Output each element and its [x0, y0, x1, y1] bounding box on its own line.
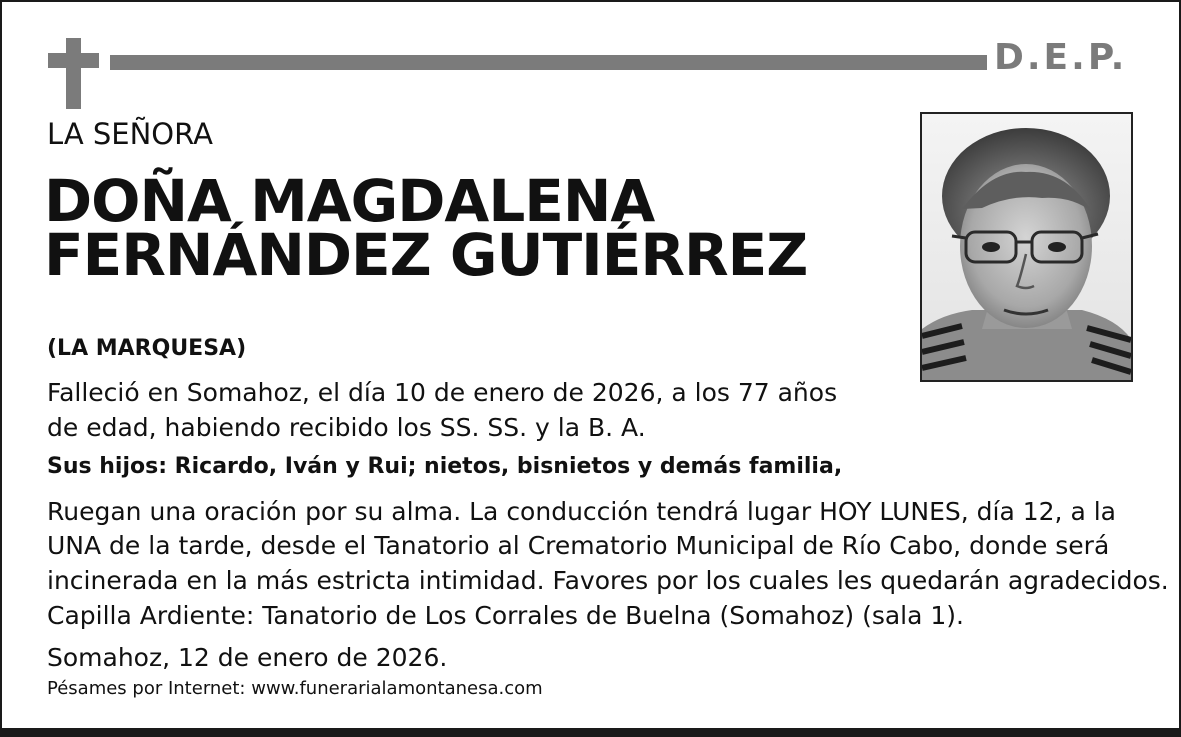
service-info-line-3: incinerada en la más estricta intimidad. Favores por los cuales les quedarán agradecidos. [47, 566, 1169, 595]
service-info-line-2: UNA de la tarde, desde el Tanatorio al Crematorio Municipal de Río Cabo, donde será [47, 531, 1110, 560]
service-info-line-4: Capilla Ardiente: Tanatorio de Los Corrales de Buelna (Somahoz) (sala 1). [47, 601, 965, 630]
header-rule [110, 55, 987, 70]
portrait-image [922, 114, 1131, 380]
family-line: Sus hijos: Ricardo, Iván y Rui; nietos, bisnietos y demás familia, [47, 454, 843, 479]
cross-icon-horizontal [48, 53, 99, 68]
cross-icon-vertical [66, 38, 81, 109]
condolences-website: Pésames por Internet: www.funerarialamontanesa.com [47, 678, 543, 699]
notice-date: Somahoz, 12 de enero de 2026. [47, 643, 448, 672]
service-info-line-1: Ruegan una oración por su alma. La conducción tendrá lugar HOY LUNES, día 12, a la [47, 497, 1116, 526]
portrait-photo [920, 112, 1133, 382]
notice-title: LA SEÑORA [47, 117, 213, 151]
dep-label: D.E.P. [994, 37, 1128, 78]
deceased-alias: (LA MARQUESA) [47, 336, 247, 361]
death-info-line-2: de edad, habiendo recibido los SS. SS. y la B. A. [47, 413, 646, 442]
deceased-name-line-2: FERNÁNDEZ GUTIÉRREZ [44, 221, 808, 289]
death-info-line-1: Falleció en Somahoz, el día 10 de enero de 2026, a los 77 años [47, 378, 838, 407]
deceased-name-line-1: DOÑA MAGDALENA [44, 167, 655, 235]
